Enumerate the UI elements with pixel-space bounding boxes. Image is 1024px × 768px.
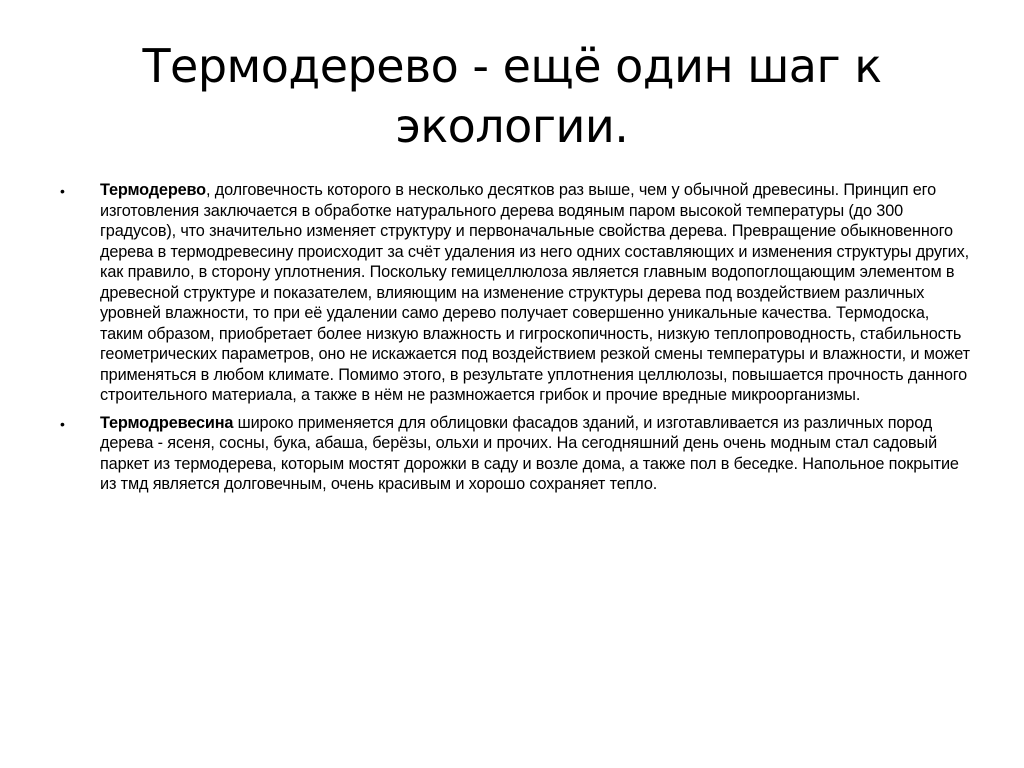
slide-title: Термодерево - ещё один шаг к экологии. bbox=[142, 39, 882, 153]
bullet-term: Термодерево bbox=[100, 181, 206, 199]
bullet-point-icon: • bbox=[60, 183, 65, 199]
bullet-list bbox=[58, 180, 970, 502]
bullet-point-icon: • bbox=[60, 415, 65, 432]
bullet-term: Термодревесина bbox=[100, 413, 234, 432]
bullet-item-thermowood bbox=[58, 180, 970, 406]
bullet-text: широко применяется для облицовки фасадов зданий, и изготавливается из различных пород дерева - ясеня, сосны, бука, абаша, берёзы, ольхи и прочих. На сегодняшний день очень модным стал садовый паркет из термодерева, которым мостят дорожки в саду и возле дома, а также пол в беседке. Напольное покрытие из тмд является долговечным, очень красивым и хорошо сохраняет тепло. bbox=[100, 413, 959, 493]
bullet-item-thermowood-usage bbox=[58, 413, 970, 495]
bullet-text: , долговечность которого в несколько десятков раз выше, чем у обычной древесины. Принцип его изготовления заключается в обработке натурального дерева водяным паром высокой температуры (до 300 градусов), что значительно изменяет структуру и первоначальные свойства дерева. Превращение обыкновенного дерева в термодревесину происходит за счёт удаления из него одних составляющих и изменения структуры других, как правило, в сторону уплотнения. Поскольку гемицеллюлоза является главным водопоглощающим элементом в древесной структуре и показателем, влияющим на изменение структуры дерева под воздействием различных уровней влажности, то при её удалении само дерево получает совершенно уникальные качества. Термодоска, таким образом, приобретает более низкую влажность и гигроскопичность, низкую теплопроводность, стабильность геометрических параметров, оно не искажается под воздействием резкой смены температуры и влажности, и может применяться в любом климате. Помимо этого, в результате уплотнения целлюлозы, повышается прочность данного строительного материала, а также в нём не размножается грибок и прочие вредные микроорганизмы. bbox=[100, 181, 970, 404]
